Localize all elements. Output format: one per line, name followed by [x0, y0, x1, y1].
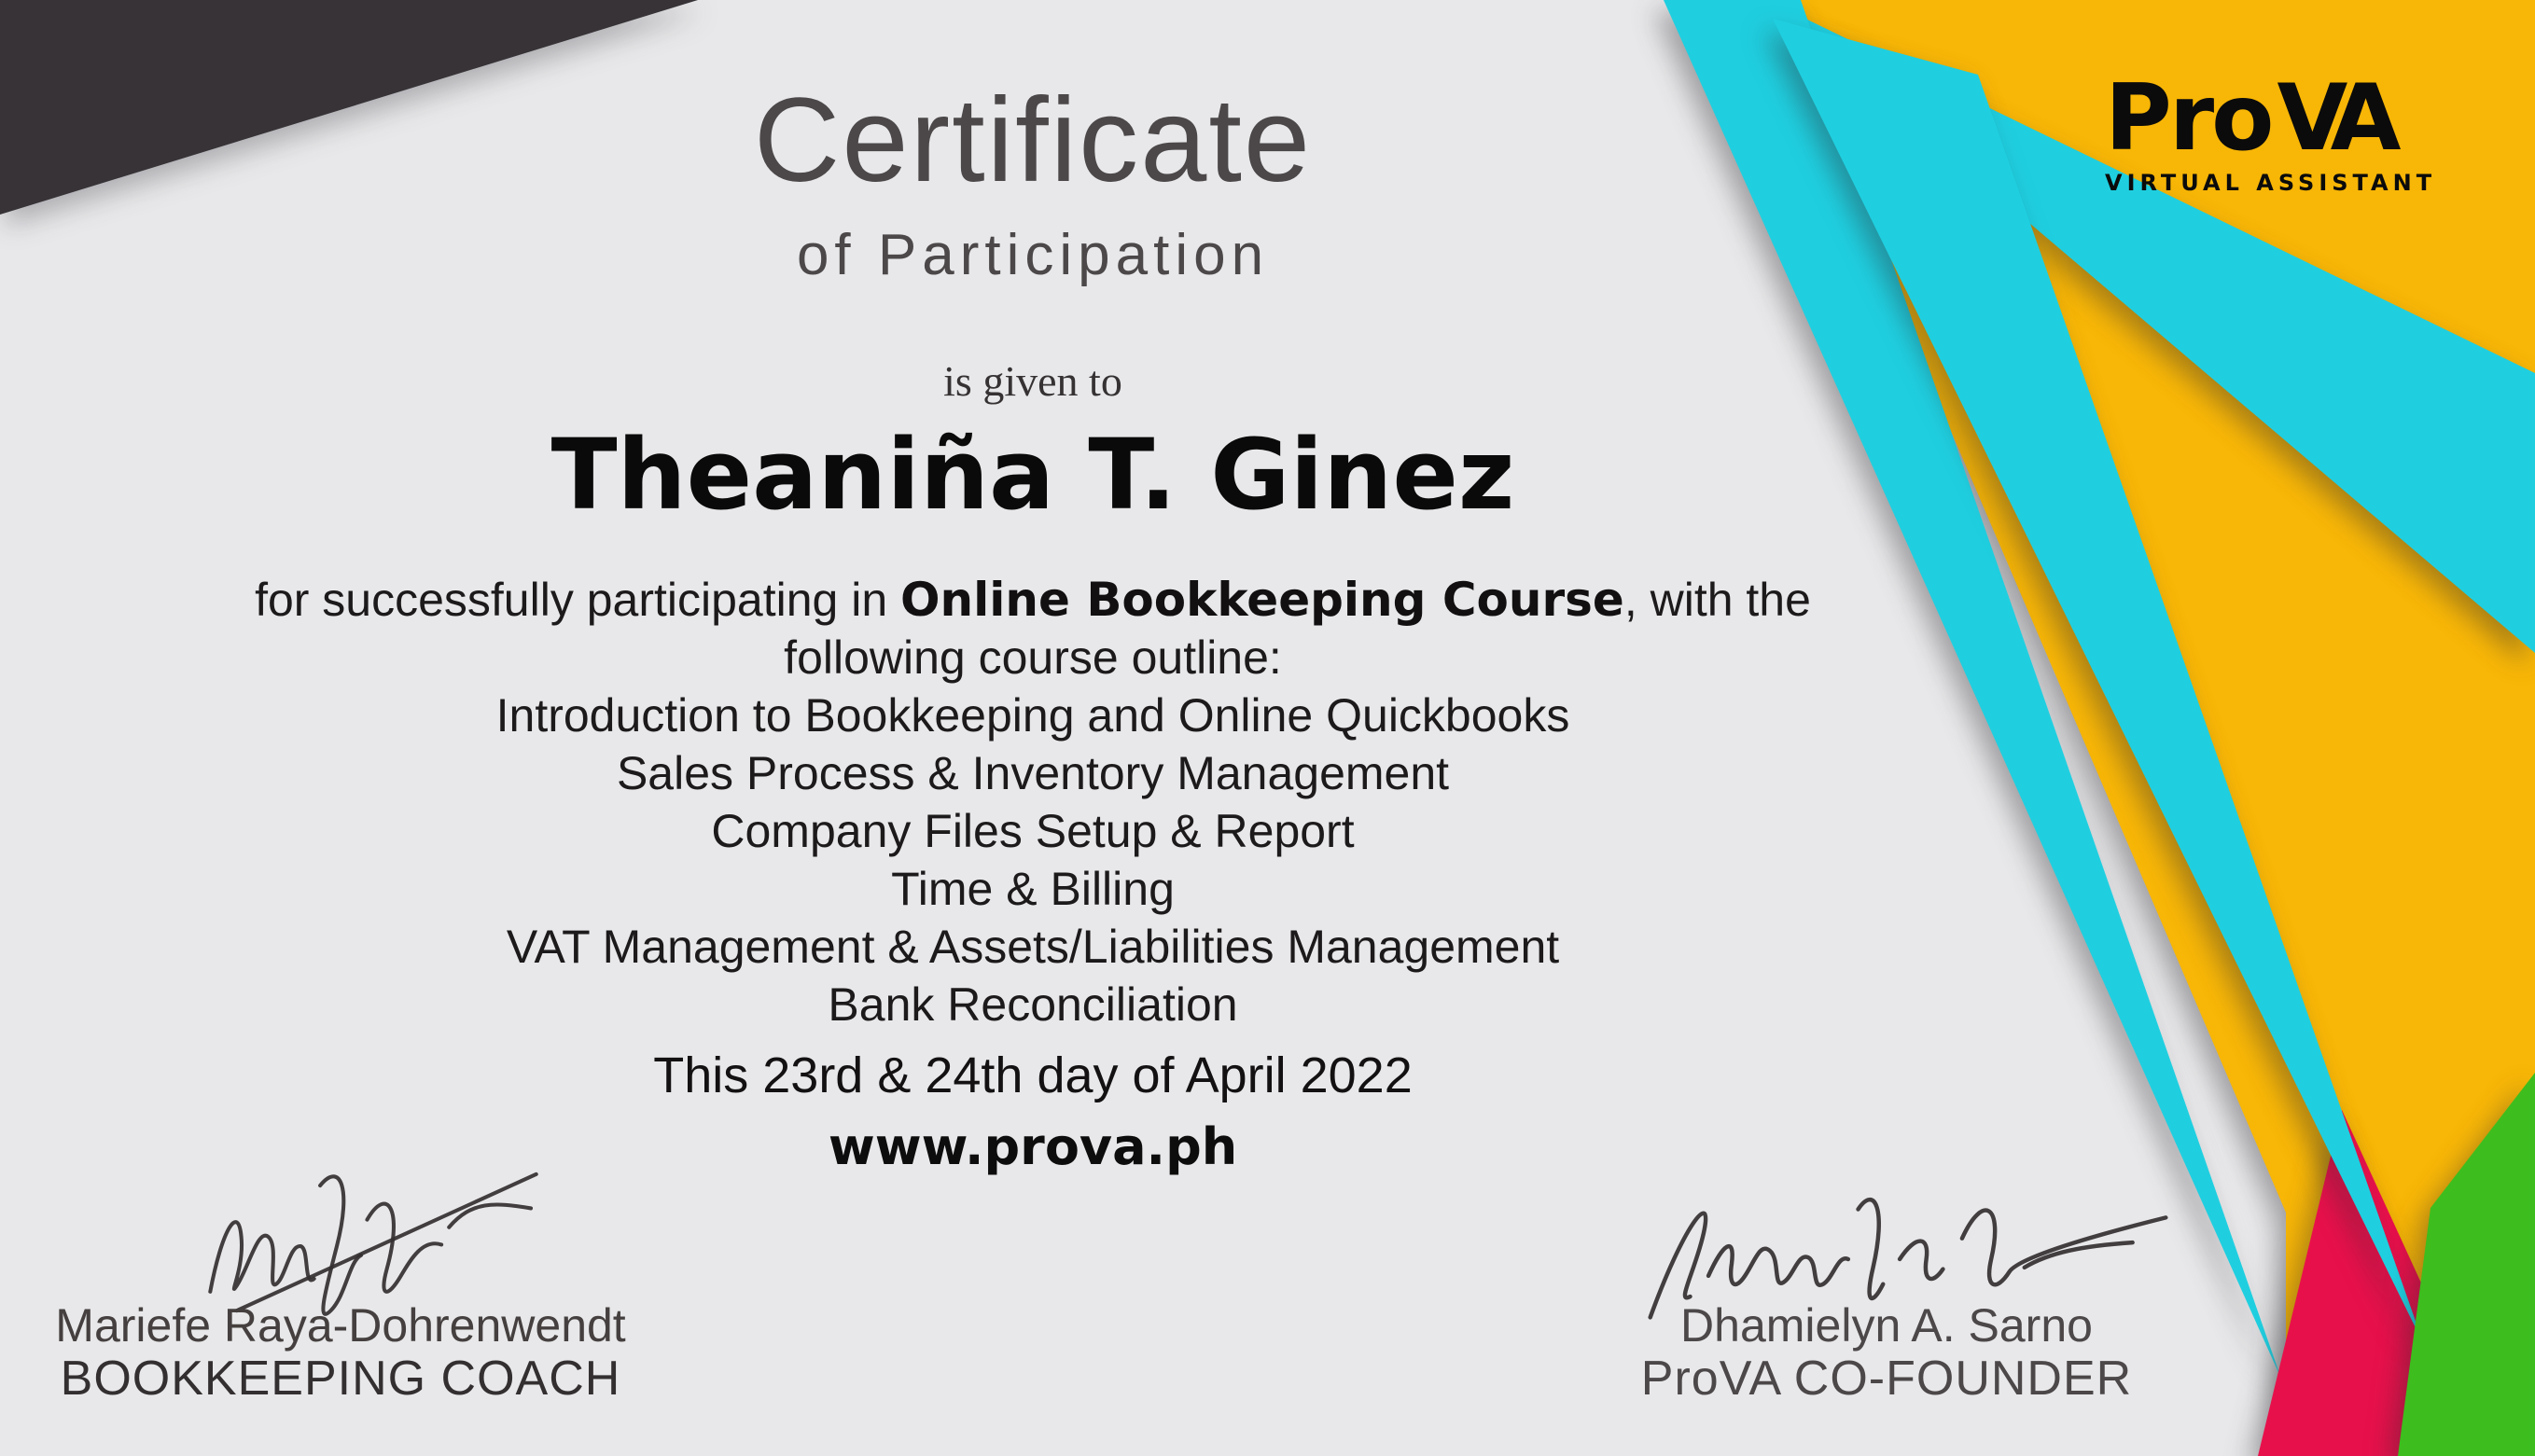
logo-va-monogram: VA	[2277, 65, 2390, 172]
outline-item: Bank Reconciliation	[828, 978, 1238, 1031]
given-to-label: is given to	[943, 357, 1122, 405]
certificate-subtitle: of Participation	[796, 223, 1270, 287]
outline-item: Introduction to Bookkeeping and Online Quickbooks	[495, 689, 1570, 742]
intro-line-2: following course outline:	[784, 631, 1282, 684]
outline-item: Time & Billing	[891, 863, 1175, 915]
signatory-left-name: Mariefe Raya-Dohrenwendt	[55, 1299, 626, 1352]
certificate-title: Certificate	[753, 74, 1313, 207]
outline-item: Sales Process & Inventory Management	[616, 747, 1450, 799]
course-description	[0, 571, 2066, 1033]
intro-line-1	[0, 571, 2066, 629]
signatory-right-name: Dhamielyn A. Sarno	[1680, 1299, 2093, 1352]
signatory-left-title: BOOKKEEPING COACH	[60, 1352, 621, 1406]
logo-pro-text: Pro	[2105, 65, 2272, 172]
signatory-right-title: ProVA CO-FOUNDER	[1640, 1352, 2133, 1406]
intro-pre: for successfully participating in	[255, 574, 901, 626]
website-url: www.prova.ph	[828, 1117, 1238, 1176]
event-date: This 23rd & 24th day of April 2022	[653, 1047, 1413, 1103]
outline-item: Company Files Setup & Report	[711, 805, 1355, 857]
intro-post: , with the	[1623, 574, 1811, 626]
recipient-name: Theaniña T. Ginez	[550, 418, 1515, 532]
course-name: Online Bookkeeping Course	[900, 573, 1624, 627]
prova-logo-wordmark	[2105, 65, 2436, 172]
outline-item: VAT Management & Assets/Liabilities Management	[506, 921, 1560, 973]
logo-tagline: VIRTUAL ASSISTANT	[2105, 170, 2437, 196]
prova-logo	[2105, 65, 2437, 196]
